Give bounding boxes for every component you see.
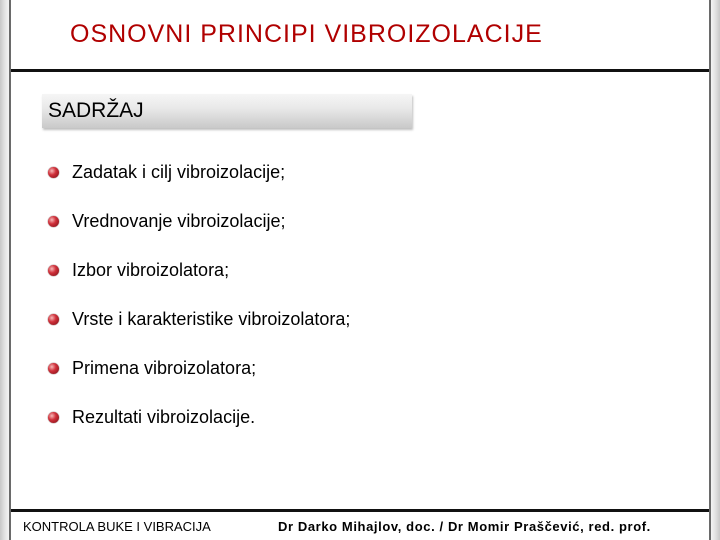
left-border-bar [0,0,9,540]
list-item-text: Primena vibroizolatora; [72,358,257,378]
list-item-text: Rezultati vibroizolacije. [72,407,256,427]
right-border-line [709,0,711,540]
slide-title: OSNOVNI PRINCIPI VIBROIZOLACIJE [70,20,543,48]
right-border-bar [711,0,720,540]
red-sphere-bullet-icon [48,314,59,325]
list-item-text: Vrste i karakteristike vibroizolatora; [72,309,351,329]
list-item-text: Izbor vibroizolatora; [72,260,230,280]
red-sphere-bullet-icon [48,412,59,423]
list-item [48,354,350,403]
section-header-box [42,94,412,128]
red-sphere-bullet-icon [48,167,59,178]
title-divider [11,69,709,72]
left-border-line [9,0,11,540]
footer-course-name: KONTROLA BUKE I VIBRACIJA [23,519,211,534]
list-item [48,207,350,256]
list-item [48,256,350,305]
content-list [48,158,350,452]
section-label: SADRŽAJ [48,99,144,122]
red-sphere-bullet-icon [48,265,59,276]
footer-divider [11,509,709,512]
red-sphere-bullet-icon [48,216,59,227]
list-item-text: Vrednovanje vibroizolacije; [72,211,286,231]
list-item [48,305,350,354]
list-item-text: Zadatak i cilj vibroizolacije; [72,162,286,182]
list-item [48,158,350,207]
red-sphere-bullet-icon [48,363,59,374]
list-item [48,403,350,452]
footer-authors: Dr Darko Mihajlov, doc. / Dr Momir Praščević, red. prof. [278,519,651,534]
